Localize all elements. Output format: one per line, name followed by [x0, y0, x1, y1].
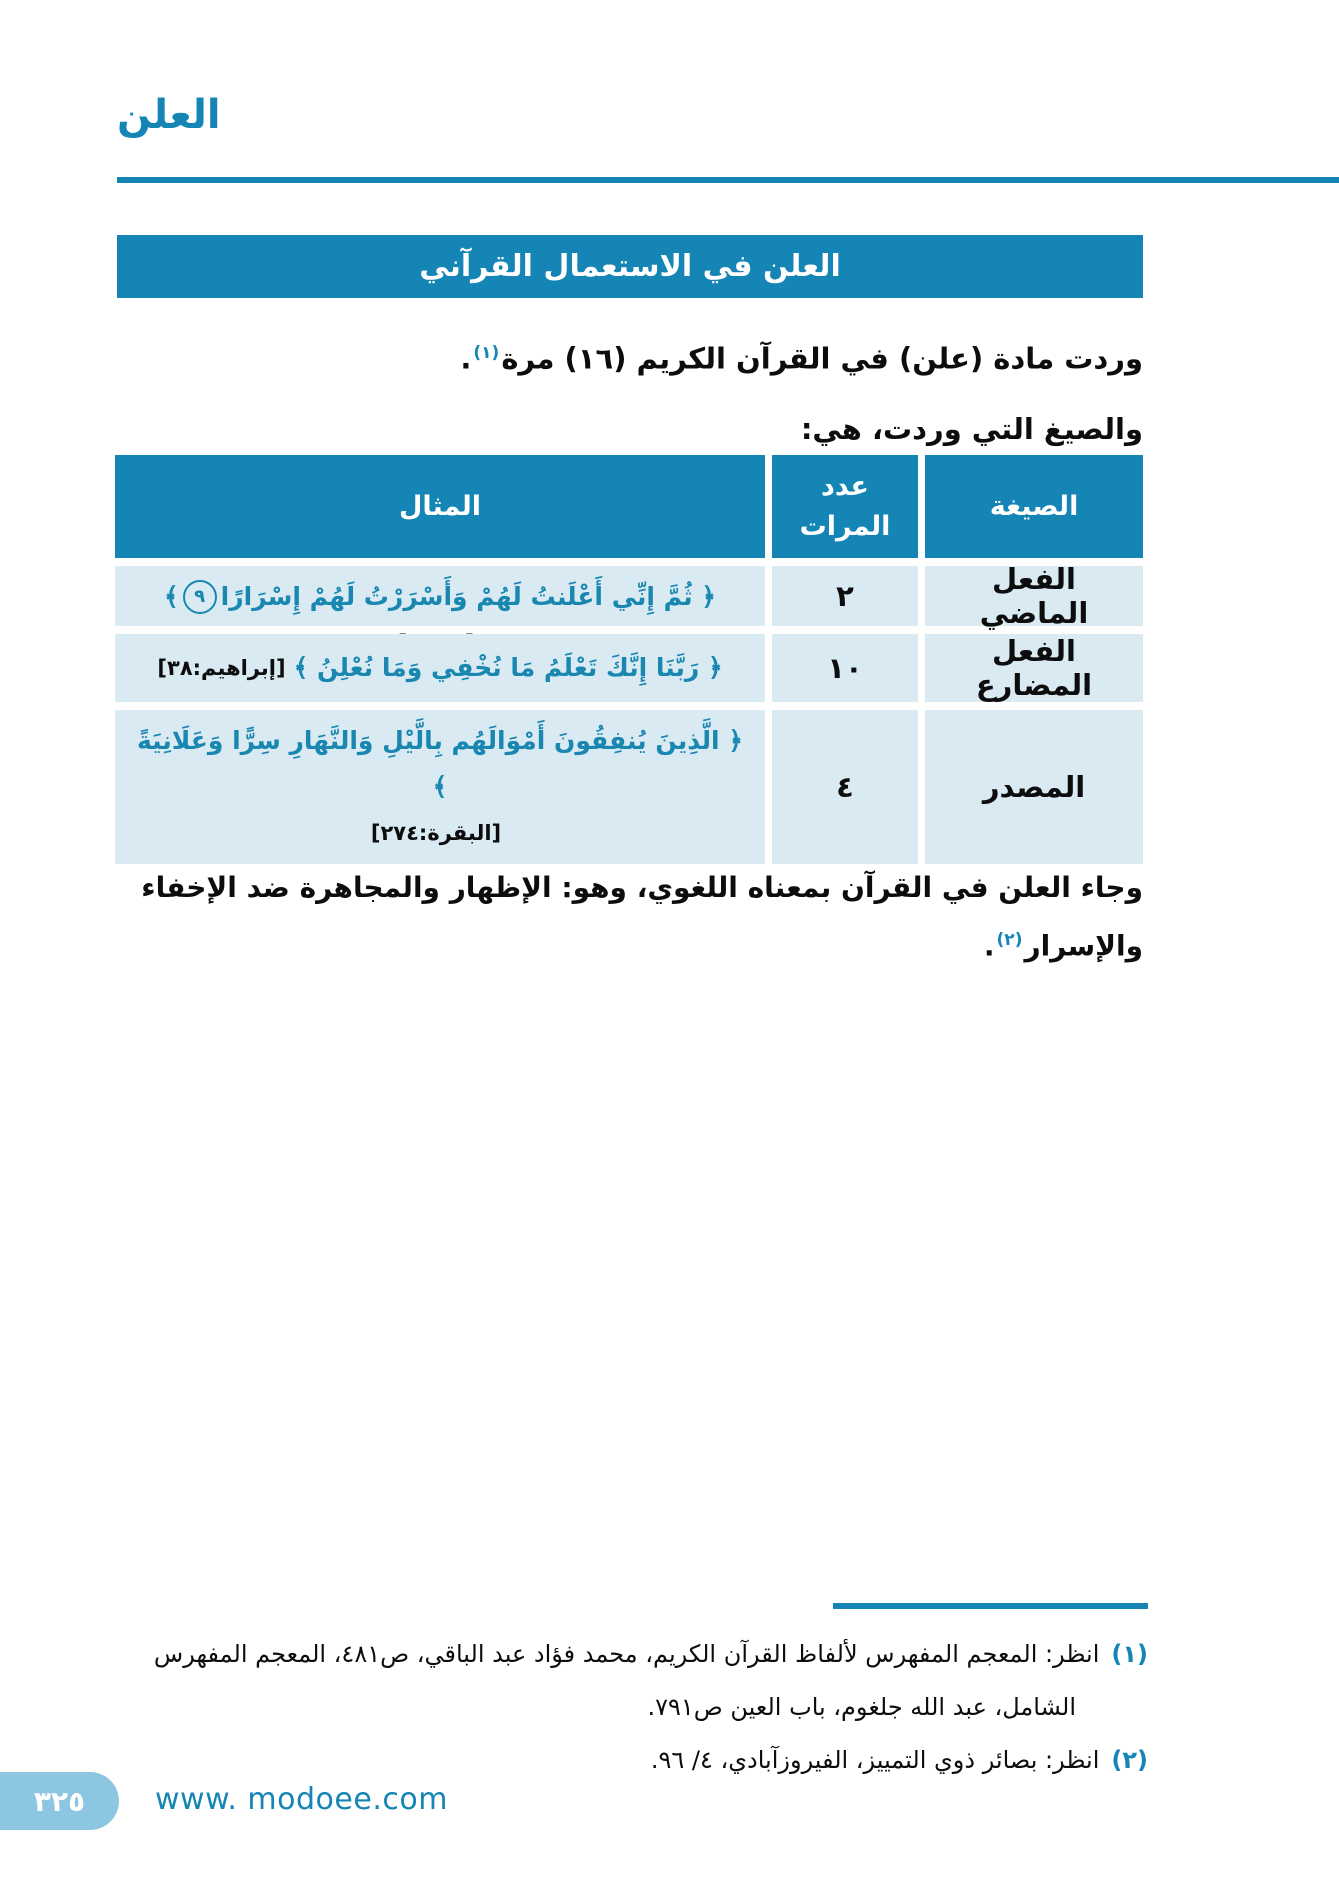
intro-line-2: والصيغ التي وردت، هي:	[800, 411, 1143, 446]
footnote-ref-2: (٢)	[996, 930, 1023, 950]
table-row-form: المصدر	[925, 710, 1143, 864]
meaning-paragraph: وجاء العلن في القرآن بمعناه اللغوي، وهو: الإظهار والمجاهرة ضد الإخفاء والإسرار$^{(٢)}$.	[141, 871, 1143, 963]
footnote-separator-rule	[833, 1603, 1148, 1609]
quran-quote: ﴿ ثُمَّ إِنِّي أَعْلَنتُ لَهُمْ وَأَسْرَرْتُ لَهُمْ إِسْرَارًا	[220, 582, 716, 611]
footnote-1-marker: (١)	[1111, 1640, 1148, 1668]
table-row-count: ٢	[772, 566, 918, 626]
intro-paragraph	[143, 318, 1143, 464]
quote-close-bracket: ﴾	[164, 582, 179, 611]
website-link[interactable]: www. modoee.com	[155, 1782, 448, 1817]
quran-quote: ﴿ رَبَّنَا إِنَّكَ تَعْلَمُ مَا نُخْفِي وَمَا نُعْلِنُ ﴾	[293, 653, 723, 682]
table-row-example	[115, 634, 765, 702]
footnote-2: (٢)انظر: بصائر ذوي التمييز، الفيروزآبادي، ٤/ ٩٦.	[650, 1746, 1148, 1774]
intro-line-1: وردت مادة (علن) في القرآن الكريم (١٦) مرة$^{(١)}$.	[460, 341, 1143, 376]
column-header-count: عدد المرات	[772, 455, 918, 558]
page-number-tab	[0, 1772, 119, 1830]
verse-reference: [البقرة:٢٧٤]	[370, 821, 502, 845]
running-head-rule	[117, 177, 1339, 183]
ayah-number-badge: ٩	[183, 580, 217, 614]
page-number: ٣٢٥	[33, 1784, 86, 1818]
quran-quote: ﴿ الَّذِينَ يُنفِقُونَ أَمْوَالَهُم بِالَّيْلِ وَالنَّهَارِ سِرًّا وَعَلَانِيَةً ﴾	[137, 726, 743, 801]
table-row-count: ١٠	[772, 634, 918, 702]
table-row-form: الفعل الماضي	[925, 566, 1143, 626]
forms-table	[115, 455, 1143, 864]
footnote-1-line-2: الشامل، عبد الله جلغوم، باب العين ص٧٩١.	[647, 1693, 1076, 1721]
footnotes-block	[110, 1628, 1148, 1787]
table-row-count: ٤	[772, 710, 918, 864]
table-row-example	[115, 566, 765, 626]
footnote-2-marker: (٢)	[1111, 1746, 1148, 1774]
running-head: العلن	[117, 92, 221, 138]
footnote-1-line-1: (١)انظر: المعجم المفهرس لألفاظ القرآن الكريم، محمد فؤاد عبد الباقي، ص٤٨١، المعجم المفهرس	[153, 1640, 1148, 1668]
column-header-example: المثال	[115, 455, 765, 558]
footnote-ref-1: (١)	[473, 343, 500, 363]
table-row-example	[115, 710, 765, 864]
section-title-bar	[117, 235, 1143, 298]
table-row-form: الفعل المضارع	[925, 634, 1143, 702]
column-header-form: الصيغة	[925, 455, 1143, 558]
section-title: العلن في الاستعمال القرآني	[419, 249, 841, 284]
verse-reference: [إبراهيم:٣٨]	[157, 656, 286, 680]
